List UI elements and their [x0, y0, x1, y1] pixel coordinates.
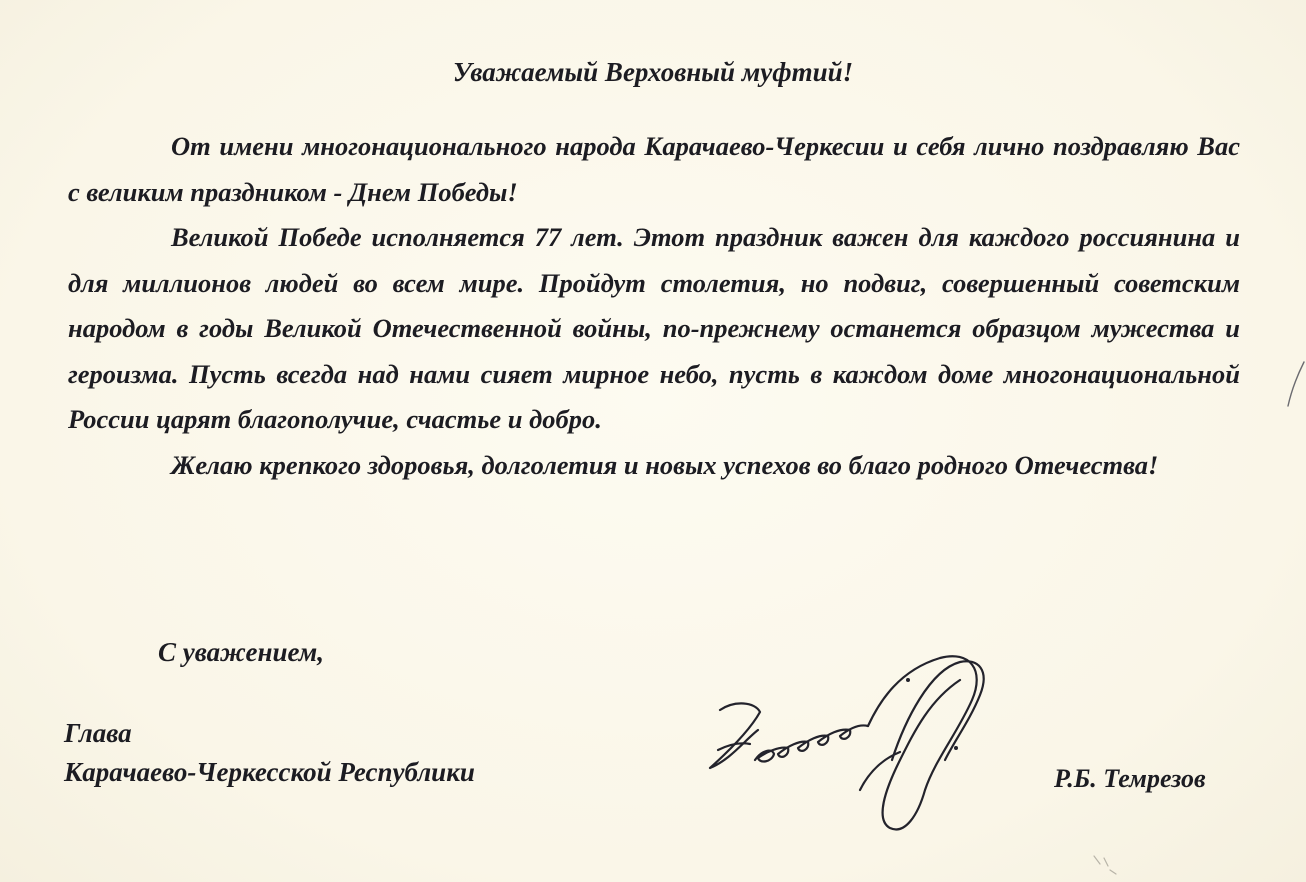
scan-corner-mark [1090, 852, 1120, 878]
paragraph-victory-anniversary: Великой Победе исполняется 77 лет. Этот праздник важен для каждого россиянина и для миллионов людей во всем мире. Пройдут столетия, но подвиг, совершенный советским народом в годы Великой Отечественной войны, по-прежнему останется образцом мужества и героизма. Пусть всегда над нами сияет мирное небо, пусть в каждом доме многонациональной России царят благополучие, счастье и добро. [68, 222, 1240, 434]
handwritten-signature [700, 640, 1000, 840]
paragraph-congratulation: От имени многонационального народа Карачаево-Черкесии и себя лично поздравляю Вас с великим праздником - Днем Победы! [68, 131, 1240, 207]
scan-edge-mark [1284, 360, 1306, 410]
signer-title-line2: Карачаево-Черкесской Республики [64, 757, 475, 787]
paragraph-wishes: Желаю крепкого здоровья, долголетия и новых успехов во благо родного Отечества! [171, 449, 1159, 480]
signer-name: Р.Б. Темрезов [1054, 764, 1206, 793]
signer-title [64, 714, 475, 792]
letter-greeting: Уважаемый Верховный муфтий! [452, 57, 854, 87]
letter-closing: С уважением, [158, 637, 325, 667]
signer-title-line1: Глава [64, 718, 132, 748]
letter-body [68, 124, 1240, 488]
